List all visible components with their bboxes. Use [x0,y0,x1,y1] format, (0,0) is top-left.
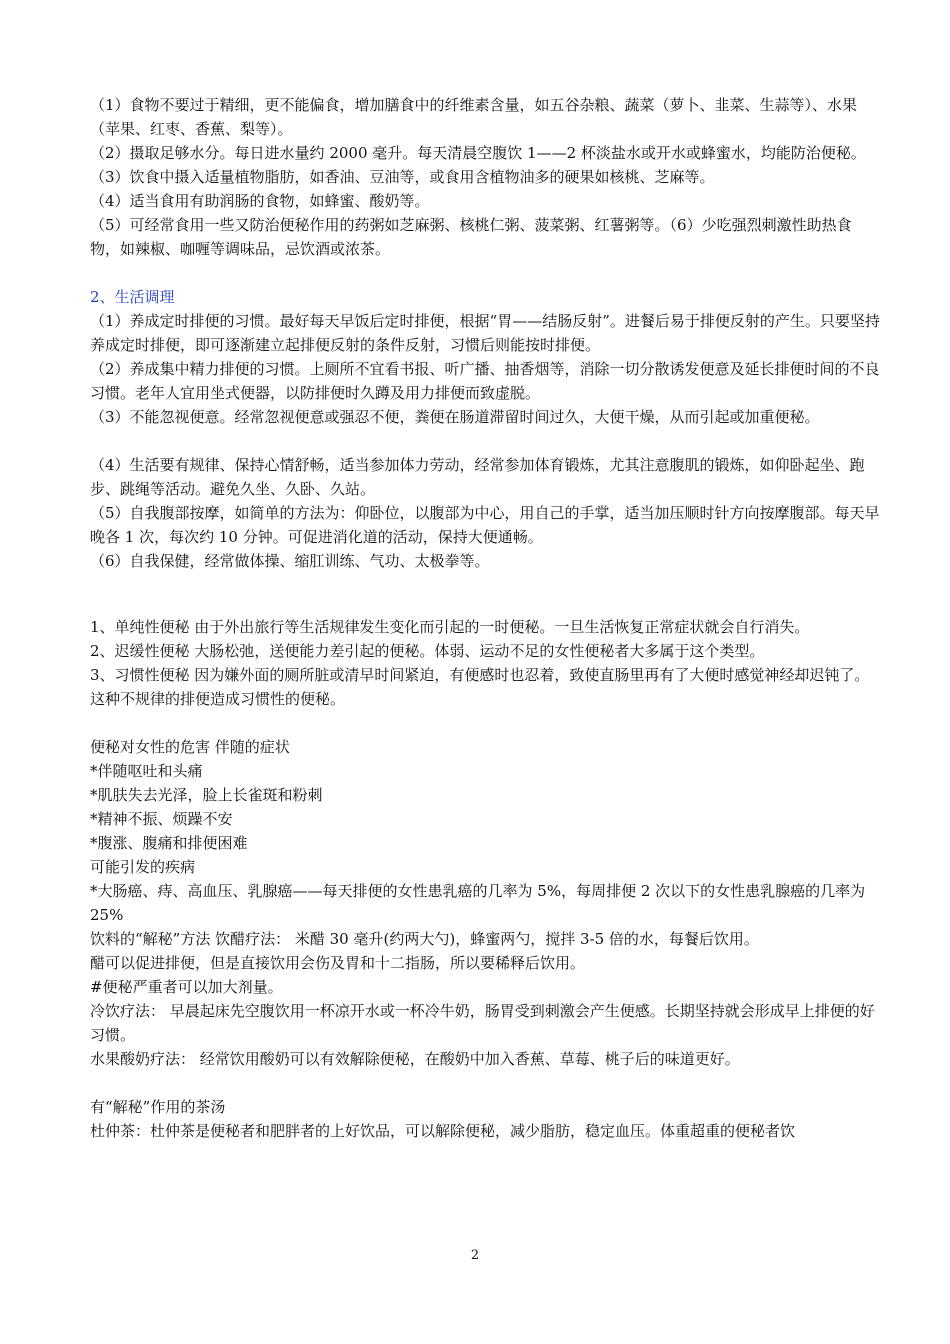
page-number: 2 [470,1248,480,1263]
diet-item-3: （3）饮食中摄入适量植物脂肪，如香油、豆油等，或食用含植物油多的硬果如核桃、芝麻等。 [90,168,715,186]
harm-line-12: 水果酸奶疗法： 经常饮用酸奶可以有效解除便秘，在酸奶中加入香蕉、草莓、桃子后的味道更好。 [90,1050,740,1068]
constipation-types [90,615,880,711]
life-section-a [90,309,880,429]
life-item-5: （5）自我腹部按摩，如简单的方法为：仰卧位，以腹部为中心，用自己的手掌，适当加压顺时针方向按摩腹部。每天早晚各 1 次，每次约 10 分钟。可促进消化道的活动，保持大便通畅。 [90,504,880,546]
life-item-4: （4）生活要有规律、保持心情舒畅，适当参加体力劳动，经常参加体育锻炼，尤其注意腹肌的锻炼，如仰卧起坐、跑步、跳绳等活动。避免久坐、久卧、久站。 [90,456,865,498]
tea-heading: 有“解秘”作用的茶汤 [90,1098,226,1116]
harm-line-2: *伴随呕吐和头痛 [90,762,203,780]
diet-item-2: （2）摄取足够水分。每日进水量约 2000 毫升。每天清晨空腹饮 1——2 杯淡盐水或开水或蜂蜜水，均能防治便秘。 [90,144,866,162]
harm-line-11: 冷饮疗法： 早晨起床先空腹饮用一杯凉开水或一杯冷牛奶，肠胃受到刺激会产生便感。长期坚持就会形成早上排便的好习惯。 [90,1002,875,1044]
harm-line-3: *肌肤失去光泽，脸上长雀斑和粉刺 [90,786,323,804]
harm-line-5: *腹涨、腹痛和排便困难 [90,834,248,852]
harm-line-9: 醋可以促进排便，但是直接饮用会伤及胃和十二指肠，所以要稀释后饮用。 [90,954,586,972]
life-item-1: （1）养成定时排便的习惯。最好每天早饭后定时排便，根据“胃——结肠反射”。进餐后易于排便反射的产生。只要坚持养成定时排便，即可逐渐建立起排便反射的条件反射，习惯后则能按时排便。 [90,312,880,354]
section-heading-life: 2、生活调理 [90,288,175,306]
harm-line-4: *精神不振、烦躁不安 [90,810,233,828]
diet-item-1: （1）食物不要过于精细，更不能偏食，增加膳食中的纤维素含量，如五谷杂粮、蔬菜（萝卜、韭菜、生蒜等）、水果（苹果、红枣、香蕉、梨等）。 [90,96,858,138]
life-item-3: （3）不能忽视便意。经常忽视便意或强忍不便，粪便在肠道滞留时间过久，大便干燥，从而引起或加重便秘。 [90,408,820,426]
type-item-1: 1、单纯性便秘 由于外出旅行等生活规律发生变化而引起的一时便秘。一旦生活恢复正常症状就会自行消失。 [90,618,810,636]
diet-section [90,93,880,261]
type-item-2: 2、迟缓性便秘 大肠松弛，送便能力差引起的便秘。体弱、运动不足的女性便秘者大多属于这个类型。 [90,642,765,660]
life-item-2: （2）养成集中精力排便的习惯。上厕所不宜看书报、听广播、抽香烟等，消除一切分散诱发便意及延长排便时间的不良习惯。老年人宜用坐式便器，以防排便时久蹲及用力排便而致虚脱。 [90,360,880,402]
tea-line-1: 杜仲茶：杜仲茶是便秘者和肥胖者的上好饮品，可以解除便秘，减少脂肪，稳定血压。体重超重的便秘者饮 [90,1122,796,1140]
harm-line-10: #便秘严重者可以加大剂量。 [90,978,283,996]
tea-section [90,1095,880,1143]
harm-section [90,735,880,1071]
type-item-3: 3、习惯性便秘 因为嫌外面的厕所脏或清早时间紧迫，有便感时也忍着，致使直肠里再有了大便时感觉神经却迟钝了。这种不规律的排便造成习惯性的便秘。 [90,666,870,708]
diet-item-4: （4）适当食用有助润肠的食物，如蜂蜜、酸奶等。 [90,192,430,210]
life-section-b [90,453,880,573]
life-item-6: （6）自我保健，经常做体操、缩肛训练、气功、太极拳等。 [90,552,490,570]
harm-line-1: 便秘对女性的危害 伴随的症状 [90,738,290,756]
diet-item-5: （5）可经常食用一些又防治便秘作用的药粥如芝麻粥、核桃仁粥、菠菜粥、红薯粥等。（6）少吃强烈刺激性助热食物，如辣椒、咖喱等调味品，忌饮酒或浓茶。 [90,216,852,258]
harm-line-7: *大肠癌、痔、高血压、乳腺癌——每天排便的女性患乳癌的几率为 5%，每周排便 2 次以下的女性患乳腺癌的几率为 25% [90,882,866,924]
harm-line-8: 饮料的“解秘”方法 饮醋疗法： 米醋 30 毫升(约两大勺)，蜂蜜两勺，搅拌 3-5 倍的水，每餐后饮用。 [90,930,759,948]
harm-line-6: 可能引发的疾病 [90,858,196,876]
document-page [90,93,880,1143]
